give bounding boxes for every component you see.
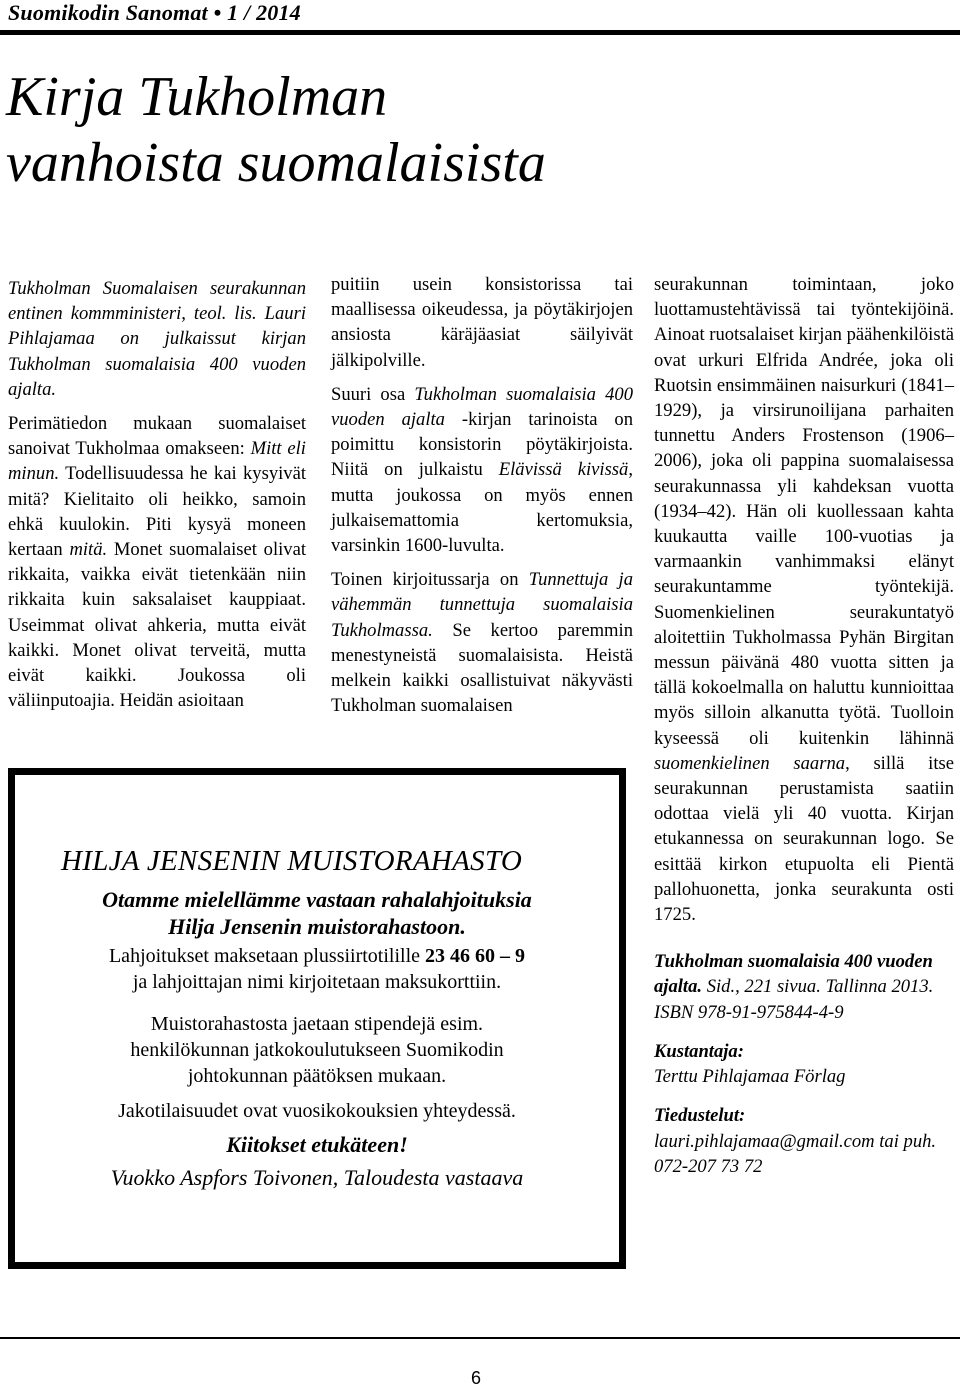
inquiries-info [654, 1103, 954, 1179]
text-run-italic: Mitt eli minun. [8, 438, 306, 485]
text-run: Monet suomalaiset olivat rikkaita, vaikka eivät tietenkään niin rikkaita kuin saksalaiset kauppiaat. Useimmat olivat ahkeria, mutta eivät kaikki. Monet olivat terveitä, mutta eivät kaikki. Joukossa oli väliinputoajia. Heidän asioitaan [8, 539, 306, 712]
text-run: -kirjan tarinoista on poimittu konsistorin pöytäkirjoista. Niitä on julkaistu [331, 409, 634, 481]
text-run: Lahjoitukset maksetaan plussiirtotilille [108, 945, 426, 967]
text-run-italic: mitä. [69, 539, 108, 561]
bullet-separator: • [213, 0, 222, 25]
article-column-1 [8, 276, 306, 722]
text-run: Se kertoo paremmin menestyneistä suomalaisista. Heistä melkein kaikki osallistuivat näkyvästi Tukholman suomalaisen [331, 619, 633, 717]
text-run-italic: Tunnettuja ja vähemmän tunnettuja suomalaisia Tukholmassa. [331, 569, 633, 641]
account-number: 23 46 60 – 9 [425, 945, 526, 967]
signature: Vuokko Aspfors Toivonen, Taloudesta vastaava [110, 1165, 524, 1190]
inquiries-label: Tiedustelut: [654, 1105, 746, 1127]
text-run-italic: Elävissä kivissä [498, 459, 629, 481]
article-paragraph: puitiin usein konsistorissa tai maallisessa oikeudessa, ja pöytäkirjojen ansiosta käräjäasiat säilyivät jälkipolville. [331, 274, 633, 371]
article-paragraph [8, 411, 306, 713]
fund-subtitle [8, 886, 626, 940]
donation-line-1 [8, 943, 626, 969]
book-title: Tukholman suomalaisia 400 vuoden ajalta. [654, 951, 933, 998]
article-title [6, 64, 706, 196]
text-run: Perimätiedon mukaan suomalaiset sanoivat Tukholmaa omakseen: [8, 413, 306, 460]
grant-info [8, 1011, 626, 1089]
grant-line-1: Muistorahastosta jaetaan stipendejä esim. [150, 1013, 484, 1035]
book-info: Sid., 221 sivua. Tallinna 2013. ISBN 978-91-975844-4-9 [654, 976, 934, 1023]
text-run: Suuri osa [331, 383, 415, 405]
text-run: , sillä itse seurakunnan perustamista saatiin odottaa vielä yli 40 vuotta. Kirjan etukannessa on seurakunnan logo. Se esittää kirkon etupuolta eli Pientä pallohuonetta, jonka seurakunta osti 1725. [654, 752, 954, 926]
title-line-1: Kirja Tukholman [6, 66, 388, 128]
grant-line-3: johtokunnan päätöksen mukaan. [187, 1065, 447, 1087]
distribution-info: Jakotilaisuudet ovat vuosikokouksien yhteydessä. [118, 1100, 516, 1122]
title-line-2: vanhoista suomalaisista [6, 132, 546, 194]
article-column-3 [654, 272, 954, 1188]
book-details [654, 949, 954, 1025]
article-paragraph [331, 567, 633, 718]
page-number: 6 [471, 1368, 482, 1388]
fund-title: HILJA JENSENIN MUISTORAHASTO [61, 845, 523, 877]
article-paragraph [331, 382, 633, 558]
fund-subtitle-line-1: Otamme mielellämme vastaan rahalahjoituksia [102, 887, 532, 912]
fund-subtitle-line-2: Hilja Jensenin muistorahastoon. [168, 914, 466, 939]
publication-name: Suomikodin Sanomat [8, 0, 208, 25]
grant-line-2: henkilökunnan jatkokoulutukseen Suomikodin [130, 1039, 504, 1061]
text-run: , mutta joukossa on myös ennen julkaisemattomia kertomuksia, varsinkin 1600-luvulta. [331, 459, 633, 557]
article-paragraph [654, 272, 954, 927]
thanks-text: Kiitokset etukäteen! [226, 1132, 408, 1157]
issue-number: 1 / 2014 [227, 0, 301, 25]
text-run-italic: suomenkielinen saarna [654, 752, 846, 774]
text-run: Todellisuudessa he kai kysyivät mitä? Kielitaito oli heikko, samoin ehkä kuulokin. Piti kysyä moneen kertaan [8, 463, 306, 561]
publisher-name: Terttu Pihlajamaa Förlag [654, 1066, 846, 1088]
text-run: Toinen kirjoitussarja on [331, 569, 529, 591]
donation-instructions [8, 943, 626, 995]
article-column-2 [331, 272, 633, 727]
text-run: seurakunnan toimintaan, joko luottamustehtävissä tai työntekijöinä. Ainoat ruotsalaiset kirjan päähenkilöistä ovat urkuri Elfrida Andrée, joka oli Ruotsin ensimmäinen naisurkuri (1841–1929), ja virsirunoilijana parhaiten tunnettu Anders Frostenson (1906–2006), joka oli pappina suomalaisessa seurakunnassa yli kahdeksan vuotta (1934–42). Hän oli kuollessaan kahta kuukautta vaille 100-vuotias ja varmaankin vanhimmaksi elänyt seurakuntamme työntekijä. Suomenkielinen seurakuntatyö aloitettiin Tukholmassa Pyhän Birgitan messun päivänä 480 vuotta sitten ja tällä kokoelmalla on haluttu kunnioittaa myös silloin alkanutta työtä. Tuolloin kyseessä oli kuitenkin lähinnä [654, 274, 954, 749]
publisher-label: Kustantaja: [654, 1040, 744, 1062]
article-lead: Tukholman Suomalaisen seurakunnan entinen kommministeri, teol. lis. Lauri Pihlajamaa on julkaissut kirjan Tukholman suomalaisia 400 vuoden ajalta. [8, 278, 306, 400]
publisher-info [654, 1039, 954, 1089]
inquiries-contact: lauri.pihlajamaa@gmail.com tai puh. 072-207 73 72 [654, 1130, 937, 1177]
header-rule [0, 30, 960, 35]
donation-line-2: ja lahjoittajan nimi kirjoitetaan maksukorttiin. [132, 971, 502, 993]
footer-rule [0, 1337, 960, 1339]
fund-notice-content [8, 768, 626, 1269]
text-run-italic: Tukholman suomalaisia 400 vuoden ajalta [331, 383, 633, 431]
masthead [8, 0, 301, 26]
